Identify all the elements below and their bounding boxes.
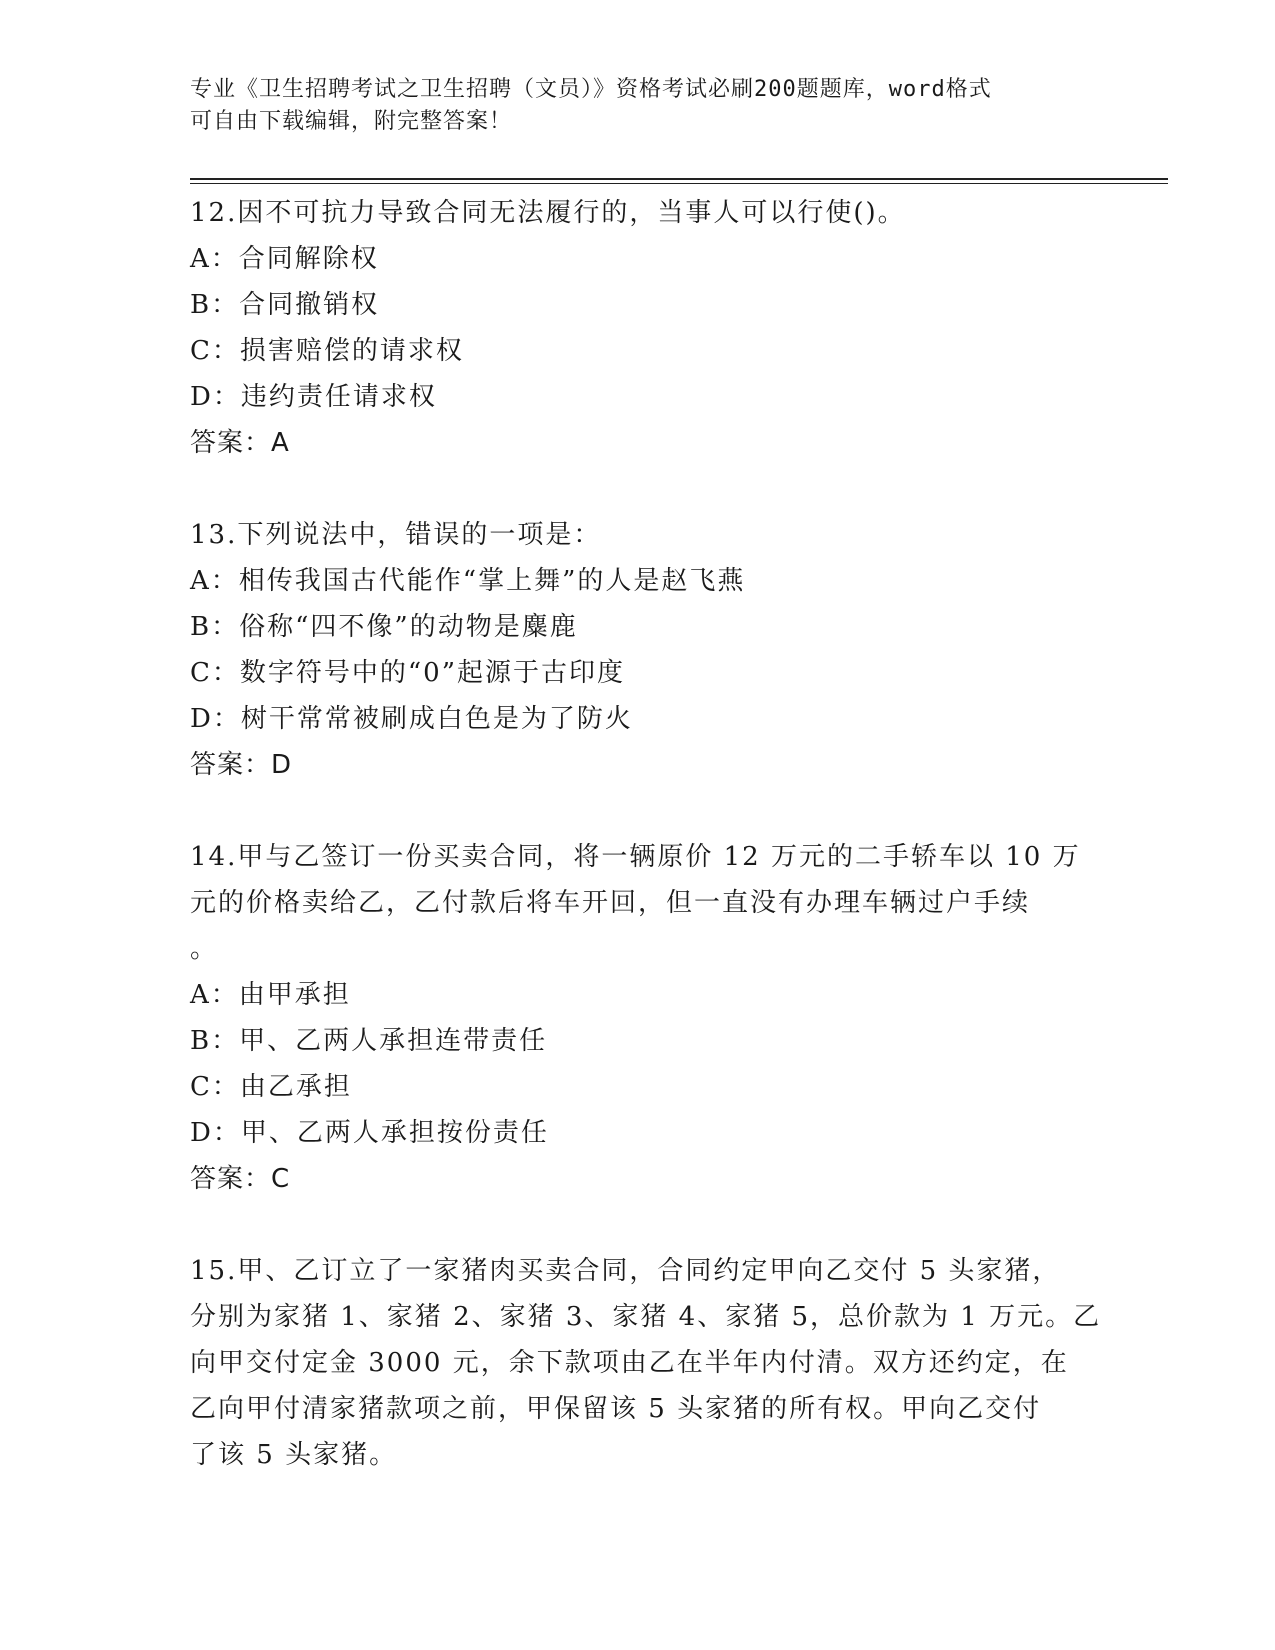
- spacer: [190, 788, 1090, 834]
- question-14: [190, 834, 1090, 1202]
- option-a: A：由甲承担: [190, 980, 351, 1010]
- question-12: [190, 190, 1090, 466]
- question-stem-line-2: 元的价格卖给乙，乙付款后将车开回，但一直没有办理车辆过户手续: [190, 888, 1031, 918]
- option-d: D：树干常常被刷成白色是为了防火: [190, 704, 633, 734]
- question-13: [190, 512, 1090, 788]
- option-c: C：由乙承担: [190, 1072, 352, 1102]
- document-header: [190, 74, 1090, 138]
- option-d: D：甲、乙两人承担按份责任: [190, 1118, 549, 1148]
- header-line-2: 可自由下载编辑，附完整答案！: [190, 109, 513, 134]
- question-stem: 12.因不可抗力导致合同无法履行的，当事人可以行使()。: [190, 198, 906, 228]
- question-15: [190, 1248, 1102, 1478]
- question-stem-line-5: 了该 5 头家猪。: [190, 1440, 398, 1470]
- answer-line: 答案：D: [190, 750, 293, 780]
- question-stem: 13.下列说法中，错误的一项是：: [190, 520, 602, 550]
- question-stem-line-3: 向甲交付定金 3000 元，余下款项由乙在半年内付清。双方还约定，在: [190, 1348, 1069, 1378]
- header-divider-thick: [190, 178, 1168, 180]
- option-b: B：俗称“四不像”的动物是麋鹿: [190, 612, 578, 642]
- question-stem-line-2: 分别为家猪 1、家猪 2、家猪 3、家猪 4、家猪 5，总价款为 1 万元。乙: [190, 1302, 1102, 1332]
- option-c: C：损害赔偿的请求权: [190, 336, 464, 366]
- question-stem-line-3: 。: [190, 934, 219, 964]
- header-line-1: 专业《卫生招聘考试之卫生招聘（文员）》资格考试必刷200题题库，word格式: [190, 77, 992, 102]
- question-stem-line-1: 15.甲、乙订立了一家猪肉买卖合同，合同约定甲向乙交付 5 头家猪，: [190, 1256, 1061, 1286]
- option-a: A：合同解除权: [190, 244, 379, 274]
- option-b: B：甲、乙两人承担连带责任: [190, 1026, 548, 1056]
- question-stem-line-1: 14.甲与乙签订一份买卖合同，将一辆原价 12 万元的二手轿车以 10 万: [190, 842, 1081, 872]
- question-stem-line-4: 乙向甲付清家猪款项之前，甲保留该 5 头家猪的所有权。甲向乙交付: [190, 1394, 1042, 1424]
- option-c: C：数字符号中的“0”起源于古印度: [190, 658, 626, 688]
- option-b: B：合同撤销权: [190, 290, 380, 320]
- header-divider-thin: [190, 183, 1168, 184]
- question-list: [190, 190, 1102, 1478]
- option-a: A：相传我国古代能作“掌上舞”的人是赵飞燕: [190, 566, 746, 596]
- option-d: D：违约责任请求权: [190, 382, 437, 412]
- spacer: [190, 466, 1090, 512]
- answer-line: 答案：A: [190, 428, 290, 458]
- spacer: [190, 1202, 1090, 1248]
- answer-line: 答案：C: [190, 1164, 291, 1194]
